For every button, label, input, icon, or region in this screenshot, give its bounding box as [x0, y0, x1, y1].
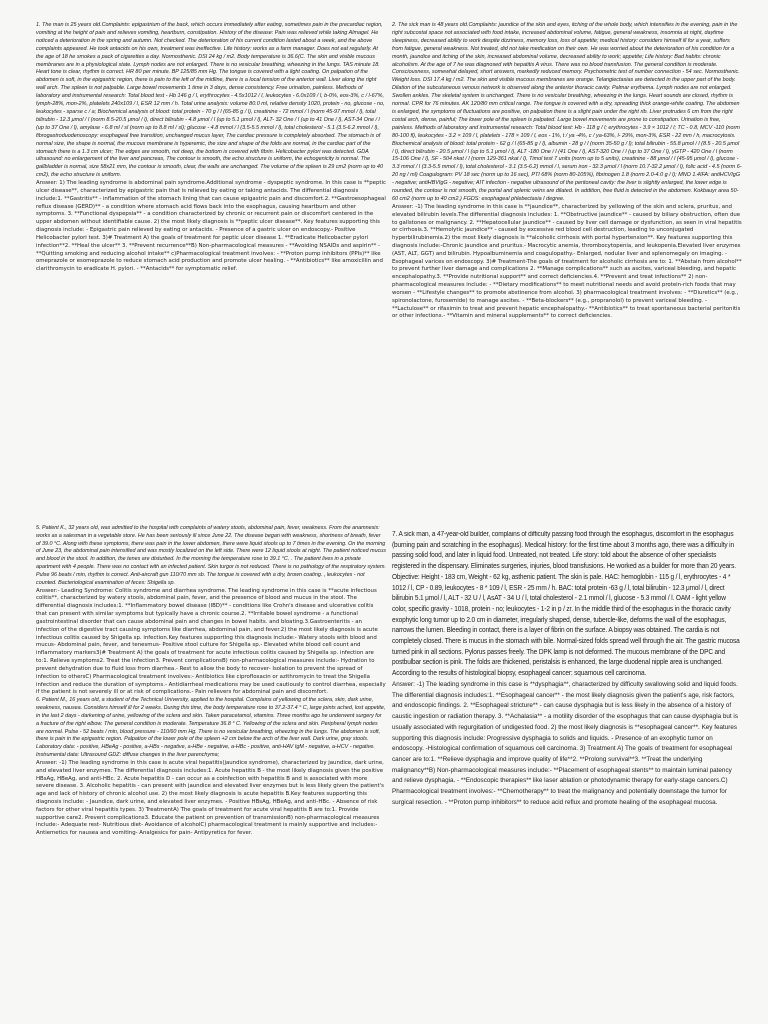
case-6-text: 6. Patient M., 16 years old, a student of the Technical University, applied to the hospital. Complains of yellowing of the sclera, skin, dark urine, weakness, nausea. Considers himself ill for 2 weeks. During this time, the body temperature rose to 37.2-37.4 ° C, large joints ached, lost appetite, in the last 2 days - darkening of urine, yellowing of the sclera and skin. Taken paracetamol, vitamins. Three months ago he underwent surgery for a fracture of the right elbow. The general condition is moderate. Temperature 36.8 ° C. Yellowing of the sclera and skin. Peripheral lymph nodes are normal. Pulse - 52 beats / min, blood pressure - 110/60 mm Hg. There is no vesicular breathing, wheezing in the lungs. The abdomen is soft, there is pain in the epigastric region. Palpation of the lower pole of the spleen +2 cm below the arch of the liver wall. Dark urine, gray stools. Laboratory data: - positive, HBeAg - positive, a-HBs - negative, a-HBe - negative, a-HBc - positive, anti-HAV IgM - negative, a-HCV - negative. Instrumental data: Ultrasound GDZ: diffuse changes in the liver parenchyma;	[36, 697, 386, 759]
case-1-answer: Answer: 1) The leading syndrome is abdominal pain syndrome.Additional syndrome - dyspeptic syndrome. In this case is **peptic ulcer disease**, characterized by epigastric pain that is relieved by eating or taking antacids. The differential diagnosis include:1. **Gastritis** - inflammation of the stomach lining that can cause epigastric pain and discomfort.2. **Gastroesophageal reflux disease (GERD)** - a condition where stomach acid flows back into the esophagus, causing heartburn and other symptoms. 3. **Functional dyspepsia** - a condition characterized by chronic or recurrent pain or discomfort centered in the upper abdomen without identifiable cause. 2) the most likely diagnosis is **peptic ulcer disease**. Key features supporting this diagnosis include: - Epigastric pain relieved by eating or antacids. - Presence of a gastric ulcer on endoscopy.- Positive Helicobacter pylori test. 3)# Treatment A) the goals of treatment for peptic ulcer disease 1. **Eradicate Helicobacter pylori infection**2. **Heal the ulcer** 3. **Prevent recurrence**B) Non-pharmacological measures - **Avoiding NSAIDs and aspirin** -**Quitting smoking and reducing alcohol intake** c)Pharmacological treatment involves: - **Proton pump inhibitors (PPIs)** like omeprazole or esomeprazole to reduce stomach acid production and promote ulcer healing. - **Antibiotics** like amoxicillin and clarithromycin to eradicate H. pylori. - **Antacids** for symptomatic relief.	[36, 180, 386, 273]
case-5-answer: Answer:- Leading Syndrome: Colitis syndrome and diarrhea syndrome. The leading syndrome in this case is **acute infectious colitis**, characterized by watery stools, abdominal pain, fever, and the presence of blood and mucus in the stool. The differential diagnosis includes:1. **Inflammatory bowel disease (IBD)** - conditions like Crohn's disease and ulcerative colitis that can present with similar symptoms but typically have a chronic course.2. **Irritable bowel syndrome - a functional gastrointestinal disorder that can cause abdominal pain and changes in bowel habits. and bloating.3.Gastroenteritis - an infection of the digestive tract causing symptoms like diarrhea, abdominal pain, and fever.2) the most likely diagnosis is acute infectious colitis caused by Shigella sp. infection.Key features supporting this diagnosis include:- Watery stools with blood and mucus- Abdominal pain, fever, and tenesmus- Positive stool culture for Shigella sp.- Elevated white blood cell count and inflammatory markers3)# Treatment A) the goals of treatment for acute infectious colitis caused by Shigella sp. infection are to:1. Relieve symptoms2. Treat the infection3. Prevent complicationsB) non-pharmacological measures include:- Hydration to prevent dehydration due to fluid loss from diarrhea.- Rest to allow the body to recover- Isolation to prevent the spread of infection to othersC) Pharmacological treatment involves:- Antibiotics like ciprofloxacin or azithromycin to treat the Shigella infection and reduce the duration of symptoms.- Antidiarrheal medications may be used cautiously to control diarrhea, especially if the patient is not severely ill or at risk of complications.- Pain relievers for abdominal pain and discomfort.	[36, 587, 386, 696]
case-6-answer: Answer: -1) The leading syndrome in this case is acute viral hepatitis(jaundice syndrome), characterized by jaundice, dark urine, and elevated liver enzymes. The differential diagnosis includes:1. Acute hepatitis B - the most likely diagnosis given the positive HBsAg, HBeAg, and anti-HBc. 2. Acute hepatitis D - can occur as a coinfection with hepatitis B and is associated with more severe disease. 3. Alcoholic hepatitis - can present with jaundice and elevated liver enzymes but is less likely given the patient's age and lack of history of chronic alcohol use. 2) the most likely diagnosis is acute hepatitis B.Key features supporting this diagnosis include: - Jaundice, dark urine, and elevated liver enzymes. - Positive HBsAg, HBeAg, and anti-HBc. - Absence of risk factors for other viral hepatitis types. 3) TreatmentA) The goals of treatment for acute viral hepatitis B are to:1. Provide supportive care2. Prevent complications3. Educate the patient on prevention of transmissionB) non-pharmacological measures include:- Adequate rest- Nutritious diet- Avoidance of alcoholC) pharmacological treatment is mainly supportive and includes:- Antiemetics for nausea and vomiting- Analgesics for pain- Antipyretics for fever.	[36, 759, 384, 837]
case-7-answer: Answer: -1) The leading syndrome in this case is **dysphagia**, characterized by difficulty swallowing solid and liquid foods. The differential diagnosis includes:1. **Esophageal cancer** - the most likely diagnosis given the patient's age, risk factors, and endoscopic findings. 2. **Esophageal stricture** - can cause dysphagia but is less likely in the absence of a history of caustic ingestion or radiation therapy. 3. **Achalasia** - a motility disorder of the esophagus that can cause dysphagia but is usually associated with regurgitation of undigested food. 2) the most likely diagnosis is **esophageal cancer**. Key features supporting this diagnosis include: Progressive dysphagia to solids and liquids. - Presence of an exophytic tumor on endoscopy. -Histological confirmation of squamous cell carcinoma. 3) Treatment A) The goals of treatment for esophageal cancer are to:1. **Relieve dysphagia and improve quality of life**2. **Prolong survival**3. **Treat the underlying malignancy**B) Non-pharmacological measures include:- **Placement of esophageal stents** to maintain luminal patency and relieve dysphagia. - **Endoscopic therapies** like laser ablation or photodynamic therapy for early-stage cancers.C) Pharmacological treatment involves:- **Chemotherapy** to treat the malignancy and potentially downstage the tumor for surgical resection. - **Proton pump inhibitors** to reduce acid reflux and promote healing of the esophageal mucosa.	[392, 680, 738, 806]
case-1-text: 1. The man is 25 years old.Complaints: epigastrium of the back, which occurs immediately after eating, sometimes pain in the precardiac region, vomiting at the height of pain and relieves vomiting, heartburn, constipation. History of the disease: Pain was relieved while taking Almagel. He noticed a deterioration in the spring and autumn. Not checked. The deterioration of his current condition lasted about a week, and the above complaints appeared. He took antacids on his own, treatment was ineffective. Life history: works as a farm manager. Does not eat regularly. At the age of 18 he smokes a pack of cigarettes a day. Normosthenic. DSI 24 kg / m2. Body temperature is 36.6(C. The skin and visible mucous membranes are in a physiological state. Lymph nodes are not enlarged. There is no vesicular breathing, wheezing in the lungs. TAS minute 18. Heart tone is clear, rhythm is correct. HR 80 per minute. BP 125/85 mm Hg. The tongue is covered with a light coating. On palpation of the abdomen is soft, in the epigastric region, there is pain to the left of the midline, there is a local tension of the anterior wall. Liver along the right wall arch. The spleen is not palpable. Large bowel movements 1 time in 3 days, dense consistency. Free urination, painless. Methods of laboratory and instrumental research: Total blood test - Hb 146 g / l, erythrocytes - 4.5x1012 / l, leukocytes - 6.0x109 / l, b-0%, eos-3%, c / l-67%, lymph-28%, mon-2%, platelets 240x109 / l, ESR 12 mm / h. Total urine analysis: volume 80.0 ml, relative density 1020, protein - no, glucose - no, leukocytes - sparse c / a; Biochemical analysis of blood: total protein - 70 g / l (65-85 g / l), creatinine - 72 mmol / l (norm 45-97 mmol / l), total bilirubin - 12.3 μmol / l (norm 8.5-20.5 μmol / l), direct bilirubin - 4.8 μmol / l (up to 5.1 μmol / l), ALT- 32 One / l (up to 41 One / l), AST-34 One / l (up to 37 One / l), amylase - 6.8 ml / sl (norm up to 8.8 ml / sl); glucose - 4.8 mmol / l (3.5-5.5 mmol / l), total cholesterol - 5.1 (3.5-6.2 mmol / l), fibrogastroduodenoscopy: esophageal free transition, unchanged mucus layer, The cardiac pressure is completely absorbed. The stomach is of normal size, the shape is normal, the mucous membrane is hyperemic, the size and shape of the folds are normal, in the cardiac part of the stomach there is a 1.3 cm ulcer; The edges are smooth, not deep, the bottom is covered with fibrin. Helicobacter pylori was detected. GDA ultrasound: no enlargement of the liver and pancreas, The contour is smooth, the echo structure is uniform, the echogenicity is normal. The gallbladder is normal, size 58x21 mm, the contour is smooth, clear, the walls are unchanged. The volume of the spleen is 29 cm2 (norm up to 40 cm2), the echo structure is uniform.	[36, 22, 385, 179]
case-2-block	[392, 22, 742, 502]
case-5-text: 5. Patient K., 32 years old, was admitted to the hospital with complaints of watery stools, abdominal pain, fever, weakness. From the anamnesis: works as a salesman in a vegetable store. He has been seriously ill since June 22. The disease began with weakness, shortness of breath, fever of 39.0 °C. Along with these symptoms, there was pain in the lower abdomen, there were liquid stools up to 7 times in the evening. On the morning of June 23, the abdominal pain intensified and was mostly localized on the left side. There were 12 liquid stools at night. The patient noticed mucus and blood in the stool. In addition, the tenes are disturbed. In the morning the temperature rose to 39.1 °C. . The patient lives in a private apartment with 4 people. There was no contact with an infected patient. Skin turgor is not reduced. There is no pathology of the respiratory system. Pulse 96 beats / min, rhythm is correct. Anti-aircraft gun 110/70 mm sb. The tongue is covered with a dry, brown coating. , leukocytes - not counted. Bacteriological examination of feces: Shigella sp.	[36, 525, 386, 586]
case-2-text: 2. The sick man is 48 years old.Complaints: jaundice of the skin and eyes, itching of the whole body, which intensifies in the evening, pain in the right subcostal space not associated with food intake, increased abdominal volume, fatigue, general weakness, insomnia at night, daytime sleepiness, decreased ability to work despite dizziness, memory loss, loss of appetite; medical history: considers himself ill for a year, suffers from fatigue, general weakness. Not treated, did not take medication on their own. He was worried about the deterioration of his condition for a month, jaundice and itching of the skin, increased abdominal volume, decreased ability to work; appetite; Life history: Bad habits: chronic alcoholism. At the age of 7 he was diagnosed with hepatitis A virus. There was no blood transfusion. The general condition is moderate. Consciousness, somewhat delayed, short answers, markedly reduced memory. Psychometric test of number connection - 54 sec. Normosthenic. Weight loss. DSI 17.4 kg / m2. The skin and visible mucous membranes are orange. Telangiectasias are detected in the upper part of the body. Dilation of the subcutaneous venous network is observed along the anterior thoracic cavity. Palmar erythema. Lymph nodes are not enlarged. Swollen ankles. The skeletal system is unchanged. There is no vesicular breathing, wheezing in the lungs. Heart sounds are closed, rhythm is normal. CPR for 76 minutes. AK 120/80 mm critical range. The tongue is covered with a dry, spreading thick orange-white coating. The abdomen is enlarged, the symptoms of fluctuations are positive, on palpation there is a slight pain under the right rib. Liver protrudes 6 cm from the right costal arch, dense, painful; The lower pole of the spleen is palpated. Large bowel movements are prone to constipation. Urination is free, painless. Methods of laboratory and instrumental research: Total blood test: Hb - 118 g / l; erythrocytes - 3.9 × 1012 / l; TC - 0.8, MCV -110 (norm 80-100 fl), leukocytes - 3.2 × 109 / l, platelets - 178 × 109 / l, eos - 1%, t / ya -4%, c / ya-63%, l- 29%, mon-3%, ESR - 22 mm / h, macrocytosis. Biochemical analysis of blood: total protein - 62 g / l (65-85 g / l), albumin - 28 g / l (norm 35-50 g / l); total bilirubin - 55.8 μmol / l (8.5 - 20.5 μmol / l), direct bilirubin - 20.5 μmol / l (up to 5.1 μmol / l), ALT -180 One / l (41 One / l), AST-320 One / l (up to 37 One / l), γGTP - 420 One / l (norm 15-106 One / l), SF - 504 nkat / l (norm 129-361 nkat / l), Timol test 7 units (norm up to 5 units), creatinine - 88 μmol / l (45-95 μmol / l), glucose - 3.3 mmol / l (3.3-5.5 mmol / l), total cholesterol - 3.1 (3.5-6.2) mmol / l, serum iron - 32.3 μmol / l (norm 10.7-32.2 μmol / l), folic acid - 4.5 (norm 6-20 ng / ml) Coagulogram: PV 18 sec (norm up to 16 sec), PTI 68% (norm 80-105%), fibrinogen 1.8 (norm 2.0-4.0 g / l); MNO 1.4IFA: antiHCVIgG - negative; antiHBVIgG - negative; AIT infection - negative ultrasound of the peritoneal cavity: the liver is slightly enlarged, the lower edge is rounded, the contour is not smooth, the portal and splenic veins are dilated. In addition, free fluid is detected in the abdomen. Kokbauyr area 50-60 cm2 (norm up to 40 cm2.) FGDS: esophageal phlebectasia I degree.	[392, 22, 742, 202]
case-7-text: 7. A sick man, a 47-year-old builder, complains of difficulty passing food through the esophagus, discomfort in the esophagus (burning pain and scratching in the esophagus). Medical history: for the first time about 3 months ago, there was a difficulty in passing solid food, and later in liquid food. Untreated, not treated. Life story: told about the absence of other specialists registered in the dispensary. Eliminates surgeries, injuries, blood transfusions. He worked as a builder for more than 20 years. Objective: Height - 183 cm, Weight - 62 kg, asthenic patient. The skin is pale. HAC: hemoglobin - 115 g / l, erythrocytes - 4 * 1012 / l, CP - 0.89, leukocytes - 8 * 109 / l, ESR - 25 mm / h. BAC: total protein -63 g / l, total bilirubin - 12.3 μmol / l, direct bilirubin 5.1 μmol / l, ALT - 32 U / l, AsAT - 34 U / l, total cholesterol - 2.1 mmol / l, glucose - 5.3 mmol / l. OAM - light yellow color, specific gravity - 1018, protein - no; leukocytes - 1-2 in p / zr. In the middle third of the esophagus in the thoracic cavity exophytic long tumor up to 2.0 cm in diameter, irregularly shaped, dense, tubercle-like, deforms the wall of the esophagus, narrows the lumen. Bleeding in contact, there is a layer of fibrin on the surface. A biopsy was obtained. The cardia is not completely closed. There is mucus in the stomach with bile. Normal-sized folds spread well through the air. The gastric mucosa turned pink in all sections. Pylorus passes freely. The DPK lamp is not deformed. The mucous membrane of the DPC and postbulbar section is pink. The folds are thickened, peristalsis is enhanced, the large duodenal nipple area is unchanged. According to the results of histological biopsy, esophageal cancer: squamous cell carcinoma.	[392, 531, 740, 678]
case-5-6-block	[36, 525, 386, 1015]
case-2-answer: Answer: -1) The leading syndrome in this case is **jaundice**, characterized by yellowing of the skin and sclera, pruritus, and elevated bilirubin levels.The differential diagnosis includes: 1. **Obstructive jaundice** - caused by biliary obstruction, often due to gallstones or malignancy. 2. **Hepatocellular jaundice** - caused by liver cell damage or dysfunction, as seen in viral hepatitis or cirrhosis.3. **Hemolytic jaundice** - caused by excessive red blood cell destruction, leading to unconjugated hyperbilirubinemia.2) the most likely diagnosis is **alcoholic cirrhosis with portal hypertension**. Key features supporting this diagnosis include:-Chronic jaundice and pruritus.- Macrocytic anemia, thrombocytopenia, and leukopenia.Elevated liver enzymes (AST, ALT, GGT) and bilirubin. Hypoalbuminemia and coagulopathy.- Enlarged, nodular liver and splenomegaly on imaging. - Esophageal varices on endoscopy. 3)# Treatment-The goals of treatment for alcoholic cirrhosis are to: 1. **Abstain from alcohol** to prevent further liver damage and complications 2. **Manage complications** such as ascites, variceal bleeding, and hepatic encephalopathy.3. **Provide nutritional support** and correct deficiencies.4. **Prevent and treat infections** 2) non-pharmacological measures include: - **Dietary modifications** to meet nutritional needs and avoid protein-rich foods that may worsen - **Lifestyle changes** to promote abstinence from alcohol. 3) pharmacological treatment involves: - **Diuretics** (e.g., spironolactone, furosemide) to manage ascites. - **Beta-blockers** (e.g., propranolol) to prevent variceal bleeding. - **Lactulose** or rifaximin to treat and prevent hepatic encephalopathy.- **Antibiotics** to treat spontaneous bacterial peritonitis or other infections.- **Vitamin and mineral supplements** to correct deficiencies.	[392, 203, 742, 320]
case-1-block	[36, 22, 386, 522]
case-7-block	[392, 530, 742, 1020]
